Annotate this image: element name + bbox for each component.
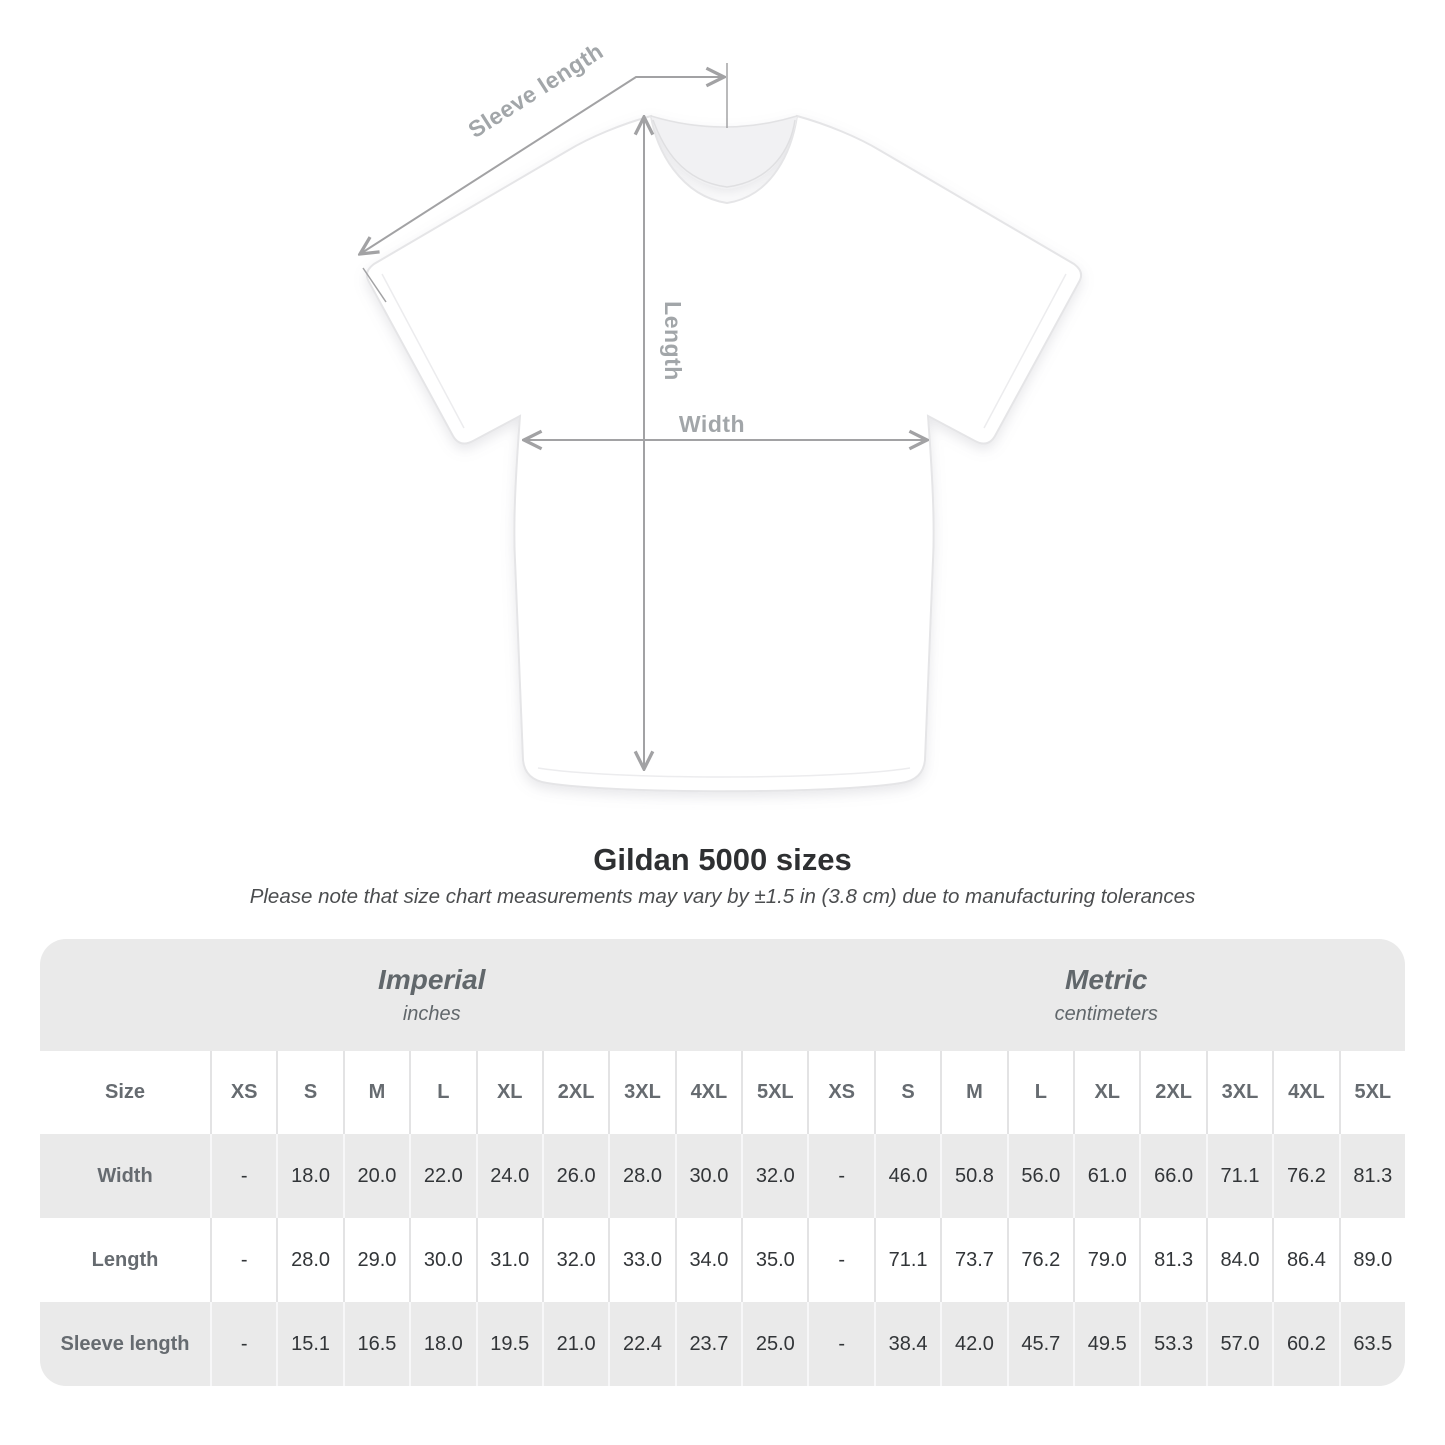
size-col-header: M (940, 1051, 1006, 1134)
table-cell: 21.0 (542, 1302, 608, 1386)
table-cell: 61.0 (1073, 1134, 1139, 1218)
size-col-header: 2XL (542, 1051, 608, 1134)
table-cell: 71.1 (1206, 1134, 1272, 1218)
table-cell: 22.0 (409, 1134, 475, 1218)
table-cell: 76.2 (1007, 1218, 1073, 1302)
row-label: Width (97, 1164, 153, 1187)
table-cell: - (210, 1218, 276, 1302)
size-col-header: 5XL (741, 1051, 807, 1134)
tshirt-illustration (367, 116, 1081, 791)
table-cell: 71.1 (874, 1218, 940, 1302)
size-col-header: L (409, 1051, 475, 1134)
size-col-header: XL (1073, 1051, 1139, 1134)
size-col-header: 3XL (1206, 1051, 1272, 1134)
table-cell: 81.3 (1139, 1218, 1205, 1302)
table-cell: 73.7 (940, 1218, 1006, 1302)
table-cell: 84.0 (1206, 1218, 1272, 1302)
tshirt-outline (367, 116, 1081, 791)
size-col-header: 5XL (1339, 1051, 1405, 1134)
table-cell: 31.0 (476, 1218, 542, 1302)
width-label: Width (678, 411, 746, 437)
table-cell: 76.2 (1272, 1134, 1338, 1218)
table-cell: 32.0 (542, 1218, 608, 1302)
table-cell: 42.0 (940, 1302, 1006, 1386)
table-cell: - (210, 1302, 276, 1386)
table-cell: 46.0 (874, 1134, 940, 1218)
table-cell: 45.7 (1007, 1302, 1073, 1386)
unit-header-band (40, 939, 1405, 1051)
size-col-header: M (343, 1051, 409, 1134)
table-cell: 60.2 (1272, 1302, 1338, 1386)
size-col-header: XS (807, 1051, 873, 1134)
imperial-unit: inches (402, 1002, 461, 1025)
metric-label: Metric (1065, 963, 1148, 995)
table-cell: - (807, 1218, 873, 1302)
table-cell: 19.5 (476, 1302, 542, 1386)
imperial-label: Imperial (378, 963, 486, 995)
size-col-header: S (276, 1051, 342, 1134)
row-label: Sleeve length (60, 1332, 190, 1355)
size-col-header: 3XL (608, 1051, 674, 1134)
table-cell: 89.0 (1339, 1218, 1405, 1302)
length-label: Length (660, 301, 686, 381)
table-cell: - (807, 1134, 873, 1218)
table-cell: 34.0 (675, 1218, 741, 1302)
table-cell: 15.1 (276, 1302, 342, 1386)
page-title: Gildan 5000 sizes (593, 842, 852, 877)
size-col-header: XS (210, 1051, 276, 1134)
table-cell: 50.8 (940, 1134, 1006, 1218)
size-header: Size (104, 1081, 146, 1104)
sleeve-length-label: Sleeve length (463, 37, 608, 143)
size-col-header: 4XL (675, 1051, 741, 1134)
table-cell: 53.3 (1139, 1302, 1205, 1386)
table-cell: 29.0 (343, 1218, 409, 1302)
table-cell: 18.0 (276, 1134, 342, 1218)
page-subtitle: Please note that size chart measurements may vary by ±1.5 in (3.8 cm) due to manufacturing tolerances (249, 884, 1196, 908)
row-label: Length (91, 1248, 159, 1271)
table-cell: 79.0 (1073, 1218, 1139, 1302)
table-cell: 49.5 (1073, 1302, 1139, 1386)
table-cell: 20.0 (343, 1134, 409, 1218)
table-cell: 25.0 (741, 1302, 807, 1386)
table-row-width (40, 1134, 1405, 1218)
table-cell: 23.7 (675, 1302, 741, 1386)
table-cell: 16.5 (343, 1302, 409, 1386)
table-cell: 28.0 (276, 1218, 342, 1302)
table-cell: 57.0 (1206, 1302, 1272, 1386)
table-cell: 30.0 (675, 1134, 741, 1218)
size-table (40, 939, 1405, 1386)
table-cell: 86.4 (1272, 1218, 1338, 1302)
table-cell: - (807, 1302, 873, 1386)
table-cell: 28.0 (608, 1134, 674, 1218)
table-cell: 35.0 (741, 1218, 807, 1302)
table-cell: - (210, 1134, 276, 1218)
size-col-header: 2XL (1139, 1051, 1205, 1134)
size-col-header: L (1007, 1051, 1073, 1134)
table-cell: 22.4 (608, 1302, 674, 1386)
table-cell: 81.3 (1339, 1134, 1405, 1218)
table-row-sleeve-length (40, 1302, 1405, 1386)
table-cell: 56.0 (1007, 1134, 1073, 1218)
table-cell: 30.0 (409, 1218, 475, 1302)
table-cell: 26.0 (542, 1134, 608, 1218)
size-col-header: 4XL (1272, 1051, 1338, 1134)
table-row-length (40, 1218, 1405, 1302)
size-col-header: XL (476, 1051, 542, 1134)
table-cell: 63.5 (1339, 1302, 1405, 1386)
table-cell: 32.0 (741, 1134, 807, 1218)
imperial-group-header (40, 939, 808, 1051)
metric-group-header (808, 939, 1406, 1051)
table-cell: 66.0 (1139, 1134, 1205, 1218)
table-cell: 24.0 (476, 1134, 542, 1218)
table-cell: 18.0 (409, 1302, 475, 1386)
table-cell: 33.0 (608, 1218, 674, 1302)
size-header-row (40, 1051, 1405, 1134)
table-cell: 38.4 (874, 1302, 940, 1386)
size-col-header: S (874, 1051, 940, 1134)
metric-unit: centimeters (1054, 1002, 1158, 1025)
